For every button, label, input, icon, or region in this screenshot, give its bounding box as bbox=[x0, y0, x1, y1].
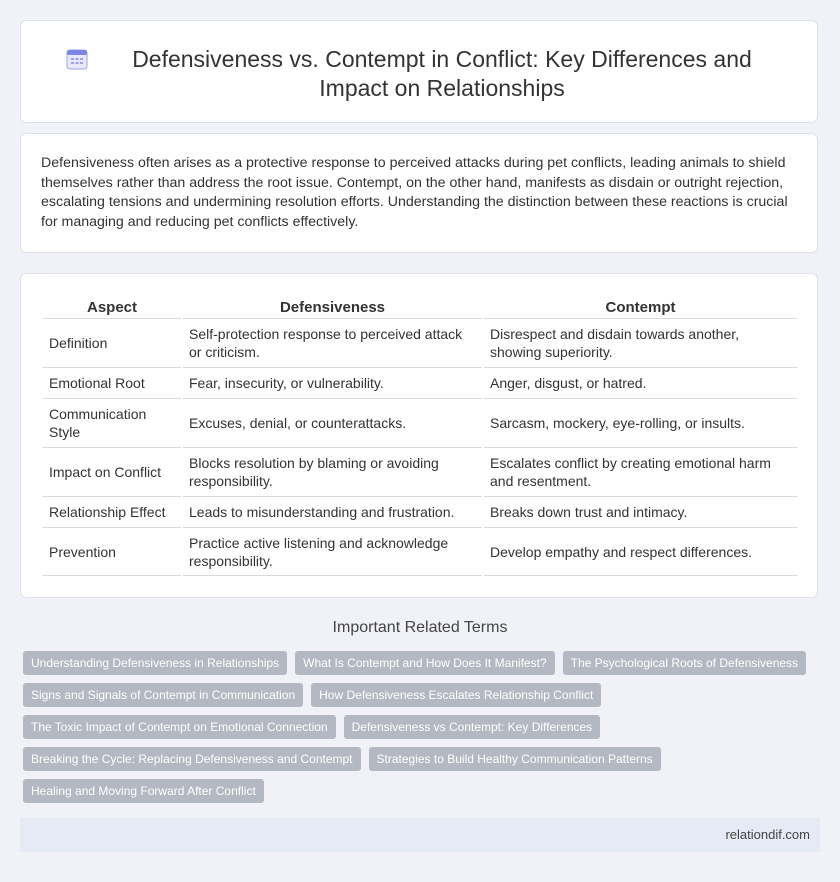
related-term-link[interactable]: Strategies to Build Healthy Communication Patterns bbox=[369, 747, 661, 771]
related-term-link[interactable]: Signs and Signals of Contempt in Communication bbox=[23, 683, 303, 707]
table-row bbox=[43, 368, 797, 399]
intro-paragraph: Defensiveness often arises as a protective response to perceived attacks during pet conflicts, leading animals to shield themselves rather than address the root issue. Contempt, on the other hand, manifests as disdain or outright rejection, escalating tensions and undermining resolution efforts. Understanding the distinction between these reactions is crucial for managing and reducing pet conflicts effectively. bbox=[41, 155, 788, 230]
table-cell: Blocks resolution by blaming or avoiding responsibility. bbox=[183, 448, 482, 497]
related-term-link[interactable]: The Psychological Roots of Defensiveness bbox=[563, 651, 806, 675]
table-cell: Impact on Conflict bbox=[43, 448, 181, 497]
table-row bbox=[43, 448, 797, 497]
header-defensiveness: Defensiveness bbox=[183, 296, 482, 319]
table-row bbox=[43, 528, 797, 576]
related-term-link[interactable]: What Is Contempt and How Does It Manifest? bbox=[295, 651, 554, 675]
table-cell: Prevention bbox=[43, 528, 181, 576]
table-cell: Communication Style bbox=[43, 399, 181, 448]
table-row bbox=[43, 497, 797, 528]
table-cell: Self-protection response to perceived attack or criticism. bbox=[183, 319, 482, 368]
comparison-table-card bbox=[20, 273, 818, 598]
table-cell: Relationship Effect bbox=[43, 497, 181, 528]
table-cell: Anger, disgust, or hatred. bbox=[484, 368, 797, 399]
table-row bbox=[43, 319, 797, 368]
table-cell: Definition bbox=[43, 319, 181, 368]
calendar-icon bbox=[66, 48, 88, 70]
page-title-wrap bbox=[21, 45, 817, 103]
related-term-link[interactable]: How Defensiveness Escalates Relationship Conflict bbox=[311, 683, 601, 707]
table-cell: Emotional Root bbox=[43, 368, 181, 399]
table-cell: Sarcasm, mockery, eye-rolling, or insults. bbox=[484, 399, 797, 448]
footer bbox=[20, 818, 820, 852]
intro-card bbox=[20, 133, 818, 253]
table-cell: Develop empathy and respect differences. bbox=[484, 528, 797, 576]
related-term-link[interactable]: The Toxic Impact of Contempt on Emotional Connection bbox=[23, 715, 336, 739]
related-terms-title: Important Related Terms bbox=[332, 619, 508, 636]
page-title: Defensiveness vs. Contempt in Conflict: Key Differences and Impact on Relationships bbox=[132, 46, 752, 101]
header-contempt: Contempt bbox=[484, 296, 797, 319]
table-cell: Fear, insecurity, or vulnerability. bbox=[183, 368, 482, 399]
related-term-link[interactable]: Breaking the Cycle: Replacing Defensiveness and Contempt bbox=[23, 747, 361, 771]
comparison-table bbox=[41, 296, 799, 576]
related-term-link[interactable]: Understanding Defensiveness in Relationships bbox=[23, 651, 287, 675]
table-cell: Disrespect and disdain towards another, showing superiority. bbox=[484, 319, 797, 368]
table-row bbox=[43, 399, 797, 448]
table-cell: Leads to misunderstanding and frustration. bbox=[183, 497, 482, 528]
header-card bbox=[20, 20, 818, 123]
related-term-link[interactable]: Healing and Moving Forward After Conflict bbox=[23, 779, 264, 803]
table-cell: Excuses, denial, or counterattacks. bbox=[183, 399, 482, 448]
table-cell: Practice active listening and acknowledge responsibility. bbox=[183, 528, 482, 576]
header-aspect: Aspect bbox=[43, 296, 181, 319]
table-cell: Breaks down trust and intimacy. bbox=[484, 497, 797, 528]
related-terms-list bbox=[23, 651, 823, 811]
table-cell: Escalates conflict by creating emotional harm and resentment. bbox=[484, 448, 797, 497]
footer-site[interactable]: relationdif.com bbox=[725, 827, 810, 842]
related-term-link[interactable]: Defensiveness vs Contempt: Key Differences bbox=[344, 715, 601, 739]
